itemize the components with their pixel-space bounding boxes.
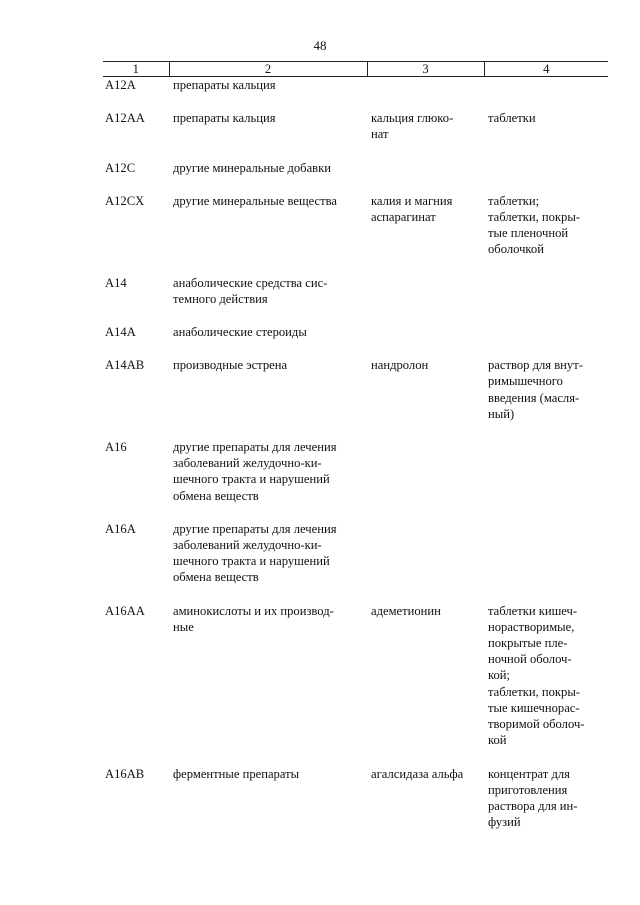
column-header-name: 2 — [169, 62, 367, 77]
cell-name: другие минеральные добавки — [173, 160, 331, 175]
cell-form — [484, 324, 608, 357]
cell-inn — [367, 521, 484, 603]
drug-classification-table — [103, 61, 608, 830]
cell-code: A12AA — [105, 111, 145, 126]
table-row — [103, 77, 608, 111]
cell-name: другие препараты для лечения заболеваний желудочно-ки- шечного тракта и нарушений обмена веществ — [173, 521, 337, 585]
cell-inn — [367, 275, 484, 324]
cell-code: A12C — [105, 160, 136, 175]
table-row — [103, 193, 608, 275]
cell-code: A14A — [105, 325, 136, 340]
table-row — [103, 439, 608, 521]
cell-form — [484, 160, 608, 193]
cell-inn: калия и магния аспарагинат — [371, 193, 453, 225]
cell-inn — [367, 439, 484, 521]
table-header-row — [103, 62, 608, 77]
cell-inn — [367, 324, 484, 357]
cell-code: A16 — [105, 440, 127, 455]
table-row — [103, 110, 608, 159]
table-row — [103, 275, 608, 324]
column-header-inn: 3 — [367, 62, 484, 77]
table-row — [103, 357, 608, 439]
cell-form — [484, 275, 608, 324]
cell-inn: адеметионин — [371, 603, 441, 618]
table-row — [103, 324, 608, 357]
cell-inn — [367, 160, 484, 193]
cell-name: аминокислоты и их производ- ные — [173, 603, 334, 634]
cell-code: A12A — [105, 78, 136, 92]
cell-form: концентрат для приготовления раствора для ин- фузий — [488, 766, 578, 830]
cell-inn — [367, 77, 484, 111]
cell-inn: агалсидаза альфа — [371, 766, 464, 781]
cell-name: другие минеральные вещества — [173, 193, 338, 208]
cell-form: таблетки кишеч- норастворимые, покрытые пле- ночной оболоч- кой; таблетки, покры- тые кишечнорас- творимой оболоч- кой — [488, 603, 585, 748]
cell-form — [484, 521, 608, 603]
column-header-form: 4 — [484, 62, 608, 77]
cell-name: препараты кальция — [173, 78, 276, 92]
table-row — [103, 766, 608, 831]
cell-inn: кальция глюко- нат — [371, 111, 454, 142]
table-row — [103, 603, 608, 766]
cell-name: анаболические стероиды — [173, 325, 307, 340]
cell-form: таблетки — [488, 111, 536, 126]
cell-code: A14AB — [105, 358, 145, 373]
cell-code: A16AA — [105, 603, 145, 618]
cell-name: ферментные препараты — [173, 766, 300, 781]
cell-form: раствор для внут- римышечного введения (масля- ный) — [488, 358, 583, 421]
cell-inn: нандролон — [371, 358, 429, 373]
cell-name: производные эстрена — [173, 358, 288, 373]
cell-code: A12CX — [105, 193, 145, 208]
cell-code: A14 — [105, 275, 127, 290]
cell-name: препараты кальция — [173, 111, 276, 126]
cell-name: анаболические средства сис- темного действия — [173, 275, 328, 306]
cell-code: A16AB — [105, 766, 145, 781]
cell-code: A16A — [105, 521, 136, 536]
cell-form — [484, 439, 608, 521]
column-header-code: 1 — [103, 62, 169, 77]
cell-name: другие препараты для лечения заболеваний желудочно-ки- шечного тракта и нарушений обмена веществ — [173, 440, 337, 503]
cell-form: таблетки; таблетки, покры- тые пленочной оболочкой — [488, 193, 580, 257]
page-number: 48 — [313, 38, 327, 53]
table-row — [103, 521, 608, 603]
cell-form — [484, 77, 608, 111]
table-row — [103, 160, 608, 193]
